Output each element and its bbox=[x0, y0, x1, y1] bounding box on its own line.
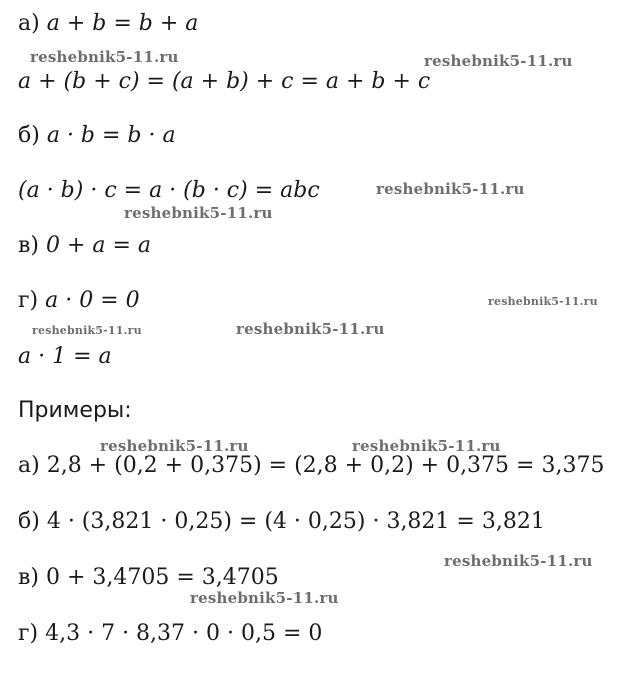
examples-heading: Примеры: bbox=[18, 398, 132, 423]
watermark: reshebnik5-11.ru bbox=[488, 295, 598, 308]
formula: a · b = b · a bbox=[46, 123, 176, 148]
formula: a · 1 = a bbox=[18, 344, 112, 369]
example-line-3 bbox=[18, 564, 279, 592]
example-line-4 bbox=[18, 620, 322, 648]
formula: 4,3 · 7 · 8,37 · 0 · 0,5 = 0 bbox=[45, 621, 323, 646]
watermark: reshebnik5-11.ru bbox=[124, 204, 273, 222]
watermark: reshebnik5-11.ru bbox=[236, 320, 385, 338]
formula: a + (b + c) = (a + b) + c = a + b + c bbox=[18, 69, 431, 94]
formula: 2,8 + (0,2 + 0,375) = (2,8 + 0,2) + 0,375 = 3,375 bbox=[46, 453, 605, 478]
formula: 0 + 3,4705 = 3,4705 bbox=[45, 565, 279, 590]
watermark: reshebnik5-11.ru bbox=[190, 589, 339, 607]
formula: 4 · (3,821 · 0,25) = (4 · 0,25) · 3,821 = 3,821 bbox=[46, 509, 545, 534]
formula: (a · b) · c = a · (b · c) = abc bbox=[18, 178, 320, 203]
item-label: г) bbox=[18, 621, 39, 646]
watermark: reshebnik5-11.ru bbox=[444, 552, 593, 570]
item-label: б) bbox=[18, 123, 40, 148]
identity-line-4 bbox=[18, 177, 320, 205]
watermark: reshebnik5-11.ru bbox=[376, 180, 525, 198]
identity-line-6 bbox=[18, 287, 140, 315]
item-label: г) bbox=[18, 288, 39, 313]
watermark: reshebnik5-11.ru bbox=[352, 437, 501, 455]
identity-line-5 bbox=[18, 232, 151, 260]
formula: 0 + a = a bbox=[45, 233, 152, 258]
example-line-1 bbox=[18, 452, 604, 480]
identity-line-2 bbox=[18, 68, 430, 96]
item-label: а) bbox=[18, 453, 40, 478]
identity-line-7 bbox=[18, 343, 112, 371]
formula: a · 0 = 0 bbox=[45, 288, 140, 313]
formula: a + b = b + a bbox=[46, 11, 199, 36]
watermark: reshebnik5-11.ru bbox=[32, 324, 142, 337]
item-label: б) bbox=[18, 509, 40, 534]
item-label: в) bbox=[18, 233, 39, 258]
watermark: reshebnik5-11.ru bbox=[100, 437, 249, 455]
identity-line-3 bbox=[18, 122, 176, 150]
watermark: reshebnik5-11.ru bbox=[424, 52, 573, 70]
example-line-2 bbox=[18, 508, 545, 536]
identity-line-1 bbox=[18, 10, 198, 38]
watermark: reshebnik5-11.ru bbox=[30, 48, 179, 66]
item-label: а) bbox=[18, 11, 40, 36]
item-label: в) bbox=[18, 565, 39, 590]
